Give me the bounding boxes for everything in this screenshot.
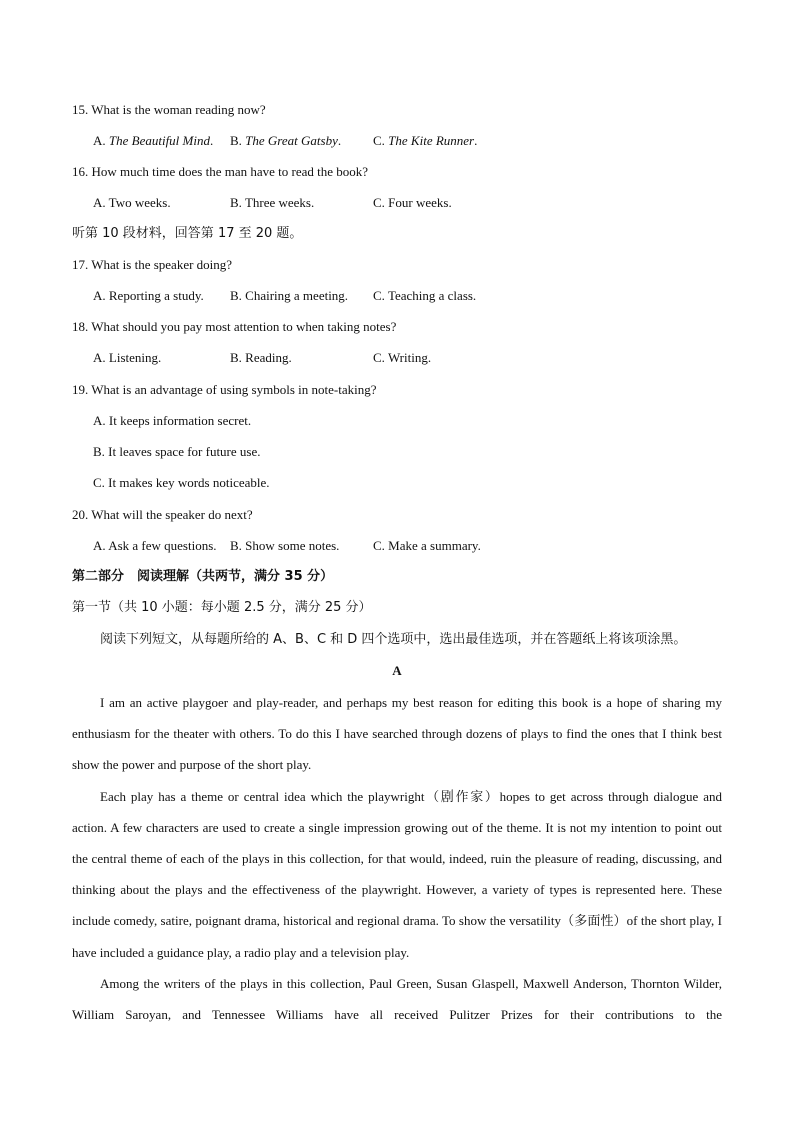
question-18 [72,318,396,336]
question-stem: What should you pay most attention to when taking notes? [91,319,397,334]
question-19-option-a: A. It keeps information secret. [93,413,252,428]
question-stem: What is the woman reading now? [91,102,266,117]
question-number: 16. [72,164,89,179]
section-1-heading: 第一节（共 10 小题：每小题 2.5 分，满分 25 分） [72,600,372,615]
listening-instruction: 听第 10 段材料，回答第 17 至 20 题。 [72,226,303,241]
option-c: C. Writing. [373,350,432,365]
question-17 [72,256,232,274]
option-b: B. Show some notes. [230,538,340,553]
paragraph: I am an active playgoer and play-reader, and perhaps my best reason for editing this book is a hope of sharing my enthusiasm for the theater with others. To do this I have searched through dozens of plays to find the ones that I think best show the power and purpose of the short play. [72,695,722,773]
question-19-option-b: B. It leaves space for future use. [93,444,261,459]
question-20 [72,506,253,524]
question-stem: What is the speaker doing? [91,257,233,272]
paragraph: Each play has a theme or central idea which the playwright（剧作家）hopes to get across through dialogue and action. A few characters are used to create a single impression growing out of the theme. It is not my intention to point out the central theme of each of the plays in this collection, for that would, indeed, ruin the pleasure of reading, discussing, and thinking about the plays and the effectiveness of the playwright. However, a variety of types is represented here. These include comedy, satire, poignant drama, historical and regional drama. To show the versatility（多面性）of the short play, I have included a guidance play, a radio play and a television play. [72,788,722,960]
option-c: C. Make a summary. [373,538,481,553]
option-a: A. Listening. [93,350,162,365]
option-b: B. Chairing a meeting. [230,288,349,303]
option-a: A. Ask a few questions. [93,538,217,553]
question-stem: What will the speaker do next? [91,507,253,522]
option-a: A. Reporting a study. [93,288,204,303]
question-number: 17. [72,257,89,272]
option-c: C. The Kite Runner. [373,133,478,148]
passage-a-body [72,687,722,1030]
option-c: C. Four weeks. [373,195,452,210]
question-number: 18. [72,319,89,334]
question-20-options [93,537,713,555]
option-a: A. The Beautiful Mind. [93,133,214,148]
part-2-heading: 第二部分 阅读理解（共两节，满分 35 分） [72,569,334,584]
option-b: B. Reading. [230,350,292,365]
question-19-option-c: C. It makes key words noticeable. [93,475,270,490]
question-number: 15. [72,102,89,117]
option-b: B. Three weeks. [230,195,315,210]
question-15-options [93,132,713,150]
question-15 [72,101,266,119]
option-b: B. The Great Gatsby. [230,133,342,148]
option-a: A. Two weeks. [93,195,171,210]
question-stem: How much time does the man have to read the book? [91,164,369,179]
reading-instruction: 阅读下列短文，从每题所给的 A、B、C 和 D 四个选项中，选出最佳选项，并在答题纸上将该项涂黑。 [100,632,687,647]
question-18-options [93,349,713,367]
passage-label: A [392,663,402,678]
option-c: C. Teaching a class. [373,288,477,303]
paragraph: Among the writers of the plays in this collection, Paul Green, Susan Glaspell, Maxwell Anderson, Thornton Wilder, William Saroyan, and Tennessee Williams have all received Pulitzer Prizes for their contributions to the [72,975,722,1023]
question-19 [72,381,376,399]
question-number: 20. [72,507,89,522]
question-16-options [93,194,713,212]
question-16 [72,163,368,181]
question-number: 19. [72,382,89,397]
question-stem: What is an advantage of using symbols in note-taking? [91,382,377,397]
question-17-options [93,287,713,305]
